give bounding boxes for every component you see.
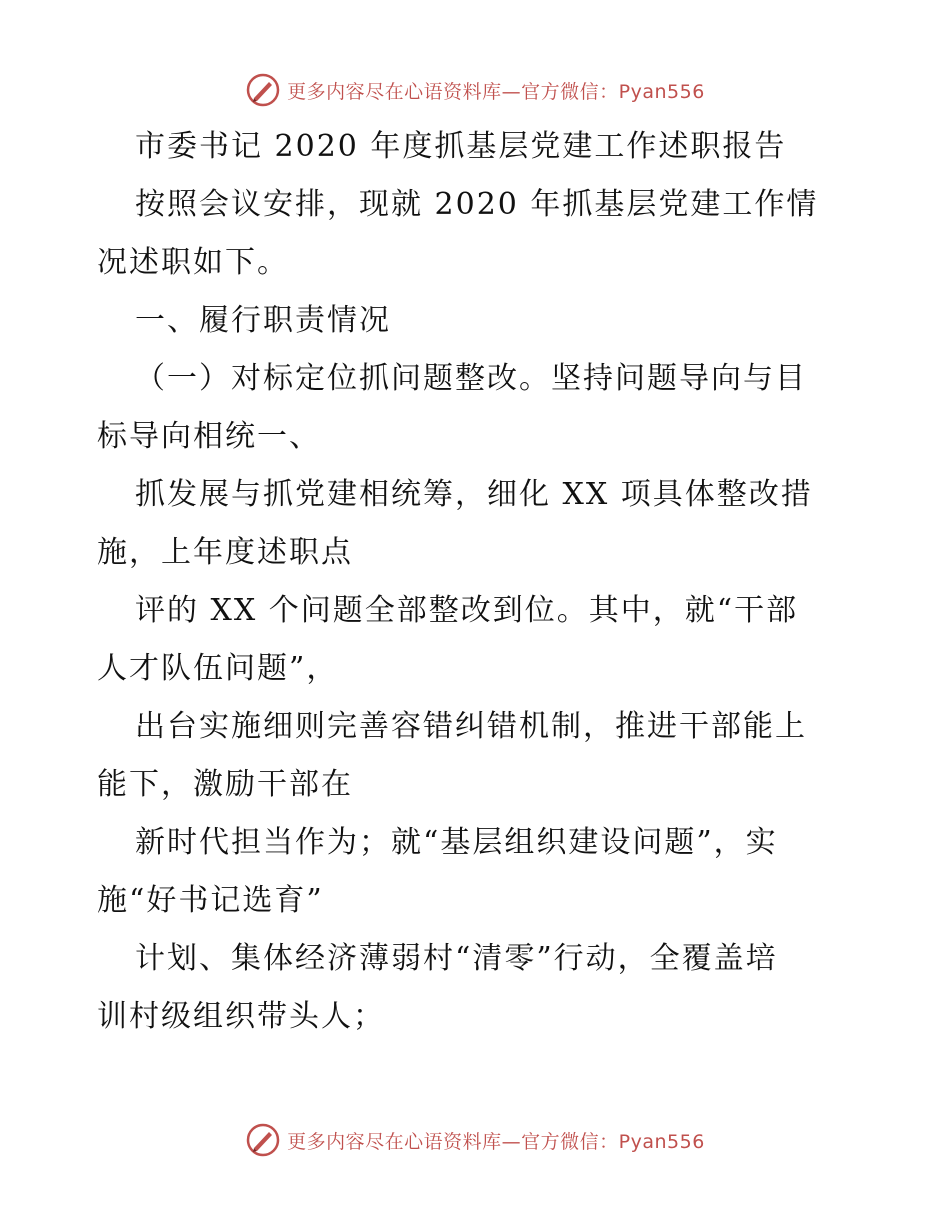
text-line: 抓发展与抓党建相统筹，细化 XX 项具体整改措 — [135, 477, 813, 512]
footer-watermark — [0, 1120, 950, 1160]
text-line: 施，上年度述职点 — [97, 535, 353, 570]
text-line: 能下，激励干部在 — [97, 767, 353, 802]
text-line: （一）对标定位抓问题整改。坚持问题导向与目 — [135, 361, 807, 396]
document-body — [97, 118, 857, 1046]
text-line: 按照会议安排，现就 2020 年抓基层党建工作情 — [135, 187, 819, 222]
text-line: 标导向相统一、 — [97, 419, 321, 454]
watermark-text: 更多内容尽在心语资料库—官方微信：Pyan556 — [287, 80, 705, 103]
text-line: 计划、集体经济薄弱村“清零”行动，全覆盖培 — [135, 941, 778, 976]
text-line: 评的 XX 个问题全部整改到位。其中，就“干部 — [135, 593, 799, 628]
watermark-text: 更多内容尽在心语资料库—官方微信：Pyan556 — [287, 1130, 705, 1153]
text-line: 一、履行职责情况 — [135, 303, 391, 338]
text-line: 训村级组织带头人； — [97, 999, 385, 1034]
document-title: 市委书记 2020 年度抓基层党建工作述职报告 — [135, 129, 787, 164]
header-watermark — [0, 70, 950, 110]
pen-logo-icon — [245, 72, 281, 108]
text-line: 施“好书记选育” — [97, 883, 324, 918]
pen-logo-icon — [245, 1122, 281, 1158]
text-line: 出台实施细则完善容错纠错机制，推进干部能上 — [135, 709, 807, 744]
text-line: 新时代担当作为；就“基层组织建设问题”，实 — [135, 825, 778, 860]
text-line: 人才队伍问题”， — [97, 651, 339, 686]
text-line: 况述职如下。 — [97, 245, 289, 280]
